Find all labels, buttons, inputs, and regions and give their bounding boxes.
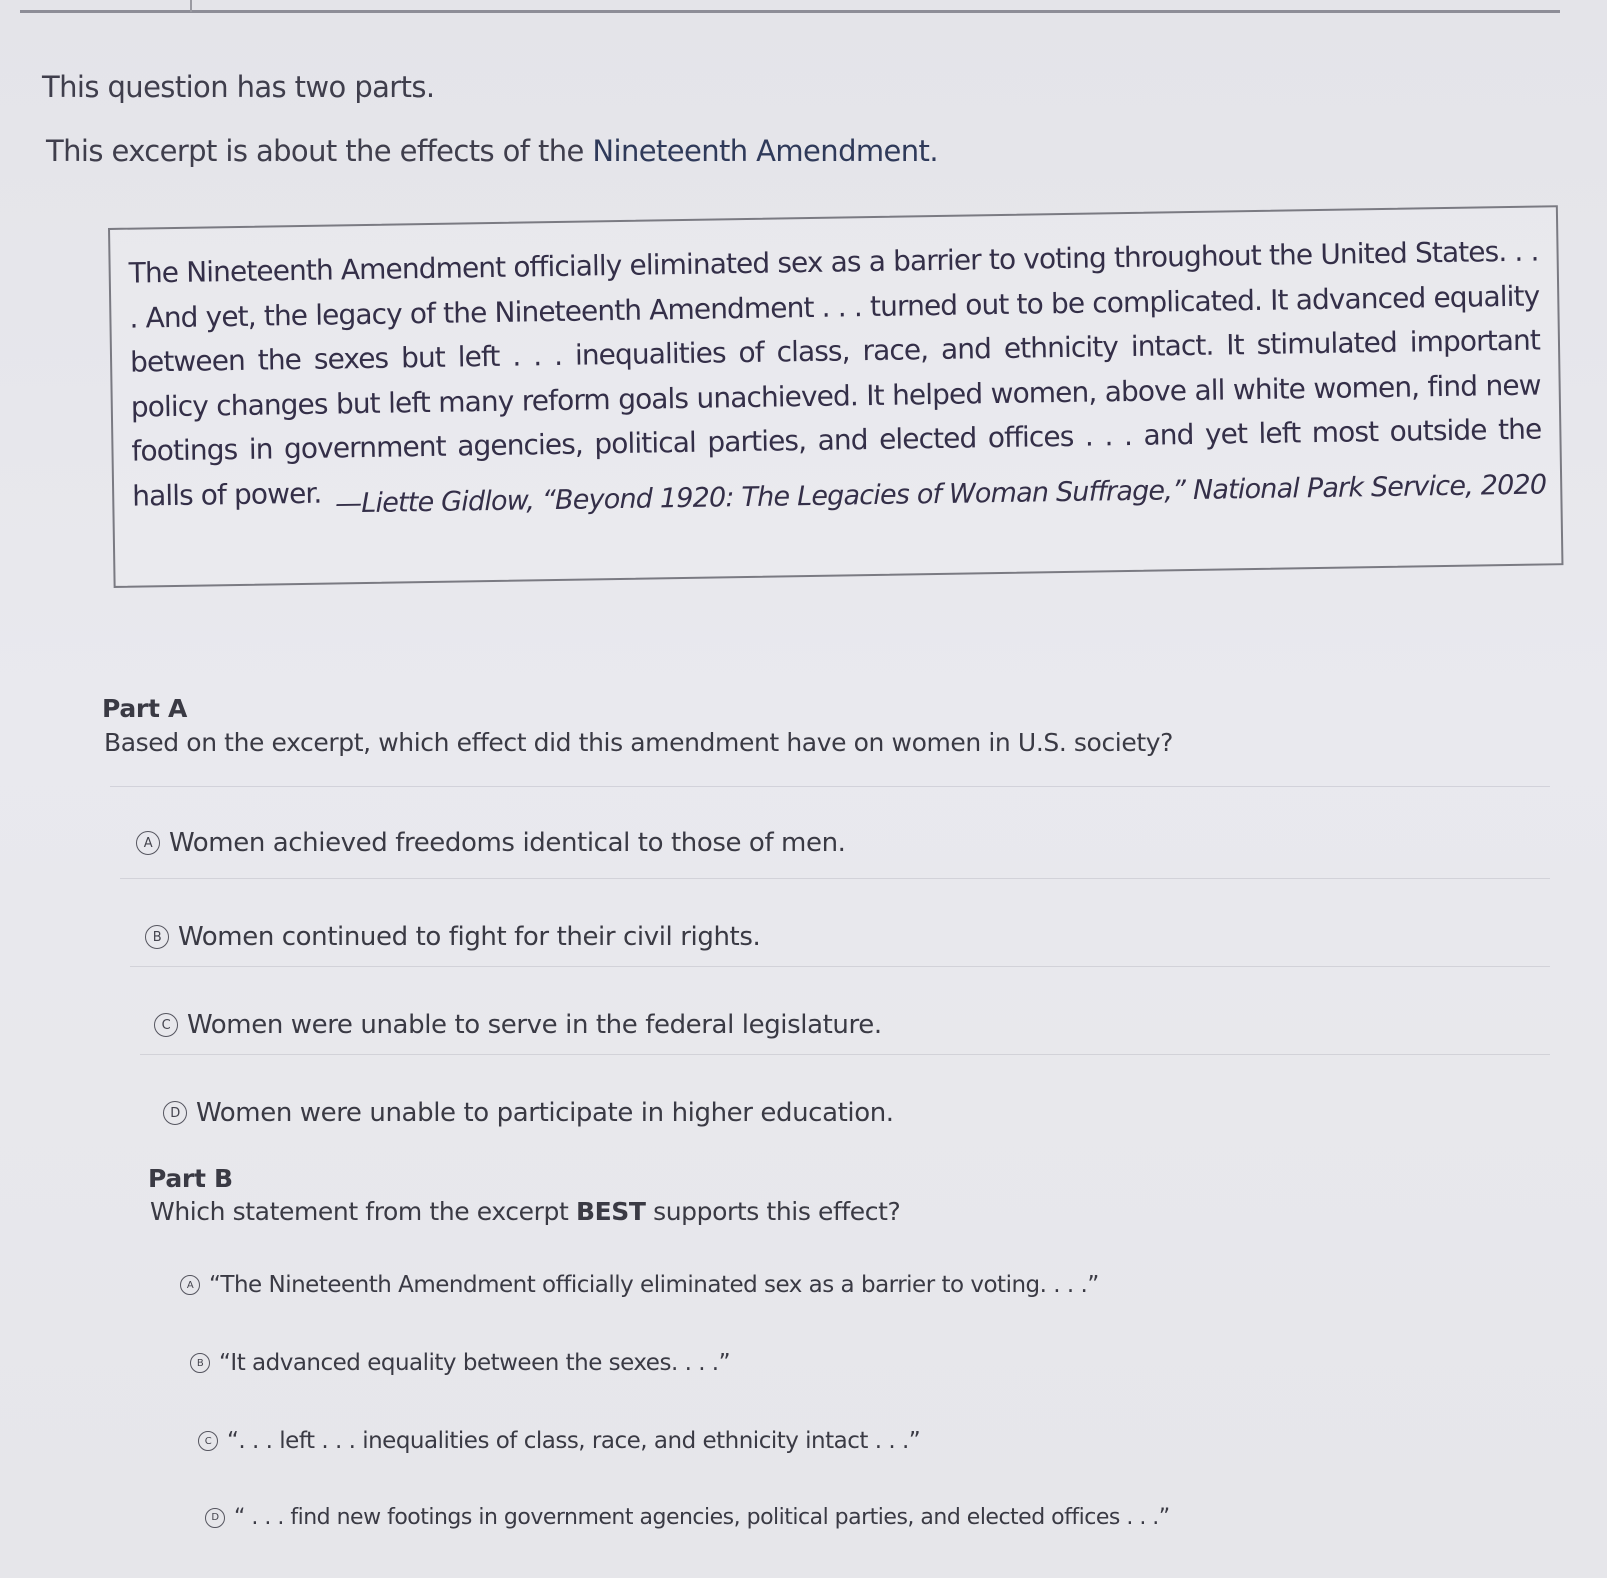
radio-icon[interactable]: C [198, 1431, 218, 1451]
option-text: Women continued to fight for their civil rights. [178, 922, 761, 952]
option-text: Women achieved freedoms identical to those of men. [169, 828, 846, 858]
option-text: Women were unable to participate in higher education. [196, 1098, 894, 1128]
divider [140, 1054, 1550, 1055]
part-b-question-text: supports this effect? [645, 1197, 901, 1226]
excerpt-text: The Nineteenth Amendment officially eliminated sex as a barrier to voting throughout the United States. . . . And yet, the legacy of the Nineteenth Amendment . . . turned out to be complicated. It advanced equality between the sexes but left . . . inequalities of class, race, and ethnicity intact. It stimulated important policy changes but left many reform goals unachieved. It helped women, above all white women, find new footings in government agencies, political parties, and elected offices . . . and yet left most outside the halls of power. [128, 234, 1542, 513]
option-text: “It advanced equality between the sexes. . . .” [219, 1350, 731, 1376]
intro-text: This question has two parts. [42, 70, 435, 104]
part-a-option-a[interactable] [136, 828, 846, 858]
radio-icon[interactable]: B [190, 1353, 210, 1373]
part-a-option-c[interactable] [154, 1010, 882, 1040]
top-divider [20, 10, 1560, 13]
excerpt-citation: —Liette Gidlow, “Beyond 1920: The Legacies of Woman Suffrage,” National Park Service, 2020 [334, 469, 1547, 520]
excerpt-box [108, 205, 1563, 588]
radio-icon[interactable]: D [205, 1508, 225, 1528]
option-text: “ . . . find new footings in government agencies, political parties, and elected offices . . .” [234, 1505, 1170, 1530]
radio-icon[interactable]: A [136, 831, 160, 855]
radio-icon[interactable]: B [145, 925, 169, 949]
option-text: Women were unable to serve in the federal legislature. [187, 1010, 882, 1040]
part-b-option-a[interactable] [180, 1272, 1099, 1298]
radio-icon[interactable]: A [180, 1275, 200, 1295]
radio-icon[interactable]: C [154, 1013, 178, 1037]
divider [110, 786, 1550, 787]
part-b-question-emphasis: BEST [575, 1197, 646, 1226]
part-b-option-d[interactable] [205, 1505, 1170, 1530]
divider [130, 966, 1550, 967]
excerpt-intro-text: This excerpt is about the effects of the [46, 134, 593, 168]
part-b-question-text: Which statement from the excerpt [150, 1197, 576, 1226]
part-b-option-b[interactable] [190, 1350, 730, 1376]
part-b-question [150, 1197, 900, 1226]
option-text: “The Nineteenth Amendment officially eliminated sex as a barrier to voting. . . .” [209, 1272, 1099, 1298]
part-a-label: Part A [102, 694, 188, 723]
part-a-option-b[interactable] [145, 922, 760, 952]
tab-notch [190, 0, 192, 12]
option-text: “. . . left . . . inequalities of class, race, and ethnicity intact . . .” [227, 1428, 921, 1454]
part-a-option-d[interactable] [163, 1098, 894, 1128]
part-b-label: Part B [148, 1164, 233, 1193]
radio-icon[interactable]: D [163, 1101, 187, 1125]
part-b-option-c[interactable] [198, 1428, 920, 1454]
excerpt-intro [46, 134, 938, 168]
divider [120, 878, 1550, 879]
excerpt-intro-topic: Nineteenth Amendment. [592, 134, 938, 168]
part-a-question: Based on the excerpt, which effect did this amendment have on women in U.S. society? [104, 728, 1173, 757]
